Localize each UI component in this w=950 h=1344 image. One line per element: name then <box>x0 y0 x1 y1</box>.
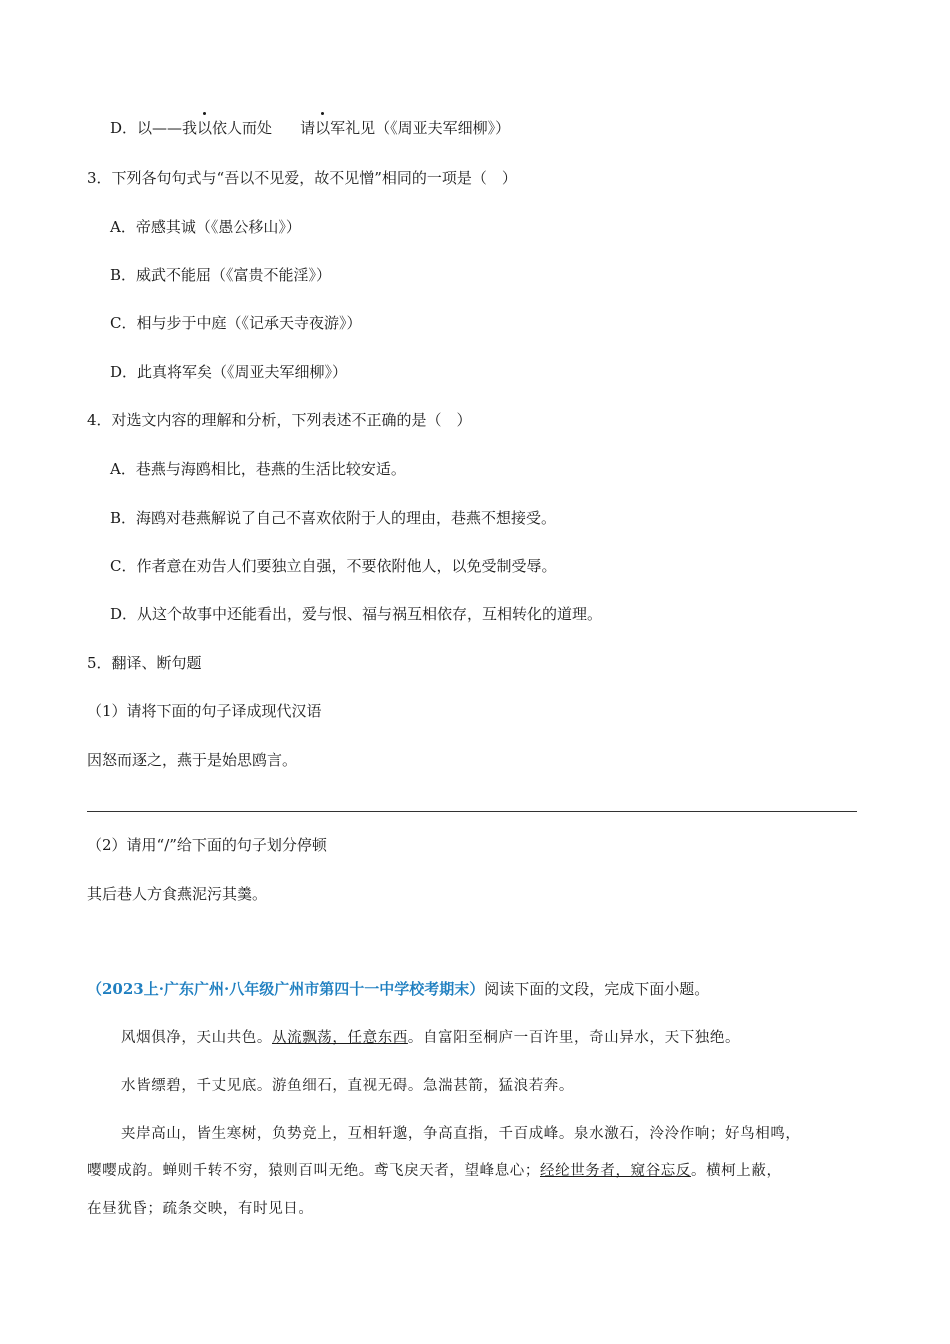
section2-instruction: 阅读下面的文段，完成下面小题。 <box>484 980 710 998</box>
emphasis-dot-char: 以 <box>197 119 213 137</box>
passage-paragraph-2: 水皆缥碧，千丈见底。游鱼细石，直视无碍。急湍甚箭，猛浪若奔。 <box>121 1078 574 1094</box>
underlined-phrase: 经纶世务者，窥谷忘反 <box>540 1163 691 1179</box>
q5-sub1-label: （1）请将下面的句子译成现代汉语 <box>87 702 322 720</box>
q4-option-c: C．作者意在劝告人们要独立自强，不要依附他人，以免受制受辱。 <box>110 557 557 575</box>
q3-option-a: A．帝感其诚（《愚公移山》） <box>110 218 301 236</box>
q3-stem: 3．下列各句句式与“吾以不见爱，故不见憎”相同的一项是（ ） <box>87 169 517 187</box>
q4-option-b: B．海鸥对巷燕解说了自己不喜欢依附于人的理由，巷燕不想接受。 <box>110 509 557 527</box>
q4-option-d: D．从这个故事中还能看出，爱与恨、福与祸互相依存，互相转化的道理。 <box>110 605 603 623</box>
q3-option-d: D．此真将军矣（《周亚夫军细柳》） <box>110 363 348 381</box>
passage-text: 。横柯上蔽， <box>691 1163 782 1179</box>
q4-stem: 4．对选文内容的理解和分析，下列表述不正确的是（ ） <box>87 411 472 429</box>
q5-sub2-label: （2）请用“/”给下面的句子划分停顿 <box>87 836 327 854</box>
passage-paragraph-1 <box>121 1028 740 1048</box>
q2-option-d-middle: 依人而处 <box>212 119 273 137</box>
q5-sub2-text: 其后巷人方食燕泥污其羹。 <box>87 885 268 903</box>
passage-paragraph-3-line-2 <box>87 1161 782 1181</box>
passage-text: 风烟俱净，天山共色。 <box>121 1030 272 1046</box>
underlined-phrase: 从流飘荡，任意东西 <box>272 1030 408 1046</box>
passage-text: 嘤嘤成韵。蝉则千转不穷，猿则百叫无绝。鸢飞戾天者，望峰息心； <box>87 1163 540 1179</box>
q3-option-c: C．相与步于中庭（《记承天寺夜游》） <box>110 314 362 332</box>
answer-line[interactable] <box>87 811 857 812</box>
q2-option-d-label: D．以——我 <box>110 119 198 137</box>
q2-option-d-part2-post: 军礼见（《周亚夫军细柳》） <box>330 119 511 137</box>
q5-stem: 5．翻译、断句题 <box>87 654 202 672</box>
emphasis-dot-char: 以 <box>315 119 331 137</box>
q2-option-d-part2-pre: 请 <box>300 119 316 137</box>
source-tag: （2023上·广东广州·八年级广州市第四十一中学校考期末） <box>87 980 485 998</box>
q4-option-a: A．巷燕与海鸥相比，巷燕的生活比较安适。 <box>110 460 406 478</box>
q3-option-b: B．威武不能屈（《富贵不能淫》） <box>110 266 332 284</box>
section2-header <box>87 979 709 999</box>
q5-sub1-text: 因怒而逐之，燕于是始思鸥言。 <box>87 751 298 769</box>
q2-option-d <box>110 118 510 138</box>
passage-paragraph-3-line-1: 夹岸高山，皆生寒树，负势竞上，互相轩邈，争高直指，千百成峰。泉水激石，泠泠作响；好鸟相鸣， <box>121 1126 801 1142</box>
passage-paragraph-3-line-3: 在昼犹昏；疏条交映，有时见日。 <box>87 1201 314 1217</box>
passage-text: 。自富阳至桐庐一百许里，奇山异水，天下独绝。 <box>407 1030 741 1046</box>
